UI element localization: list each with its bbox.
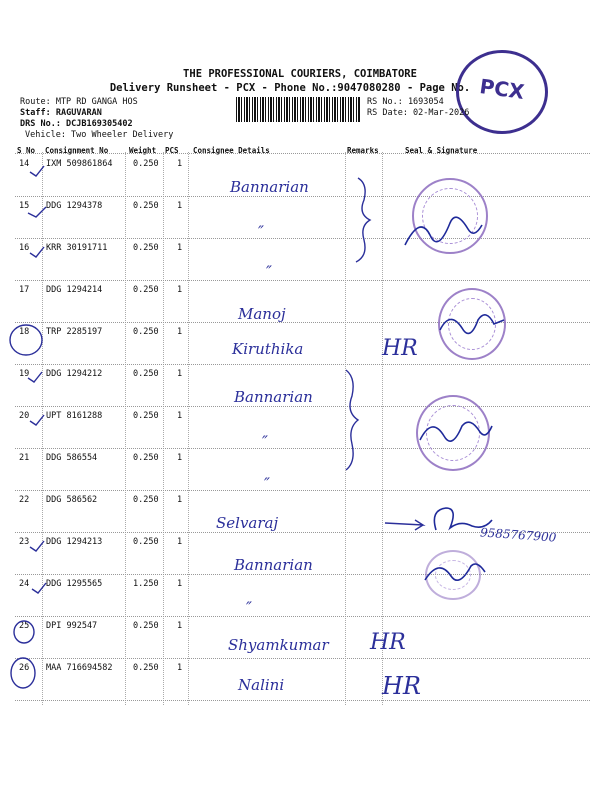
pcs-cell: 1 xyxy=(177,621,183,631)
table-row xyxy=(0,659,600,701)
seal-stamp xyxy=(412,178,488,254)
pcs-cell: 1 xyxy=(177,327,183,337)
sno-cell: 24 xyxy=(19,579,30,589)
consignment-cell: MAA 716694582 xyxy=(46,663,113,673)
consignment-cell: DDG 1294212 xyxy=(46,369,103,379)
sno-cell: 16 xyxy=(19,243,30,253)
ditto-mark: ″ xyxy=(258,222,264,241)
pcs-cell: 1 xyxy=(177,243,183,253)
ditto-mark: ″ xyxy=(262,432,268,451)
weight-cell: 0.250 xyxy=(133,159,159,169)
col-pcs: PCS xyxy=(165,146,179,155)
seal-stamp xyxy=(425,550,481,600)
pcx-logo-text: PCX xyxy=(478,74,526,104)
consignment-cell: TRP 2285197 xyxy=(46,327,103,337)
consignment-cell: DDG 1295565 xyxy=(46,579,103,589)
phone-handwriting: 9585767900 xyxy=(479,525,557,545)
consignment-cell: DDG 1294214 xyxy=(46,285,103,295)
ditto-mark: ″ xyxy=(266,262,272,281)
table-row xyxy=(0,281,600,323)
consignee-handwriting: Selvaraj xyxy=(216,514,279,532)
remarks-handwriting: HR xyxy=(370,630,406,655)
company-title: THE PROFESSIONAL COURIERS, COIMBATORE xyxy=(183,68,417,80)
consignment-cell: UPT 8161288 xyxy=(46,411,103,421)
staff-name: RAGUVARAN xyxy=(55,108,102,118)
sno-cell: 25 xyxy=(19,621,30,631)
pcs-cell: 1 xyxy=(177,453,183,463)
consignee-handwriting: Nalini xyxy=(238,676,285,694)
rs-date: RS Date: 02-Mar-2026 xyxy=(367,108,470,118)
weight-cell: 0.250 xyxy=(133,495,159,505)
sno-cell: 23 xyxy=(19,537,30,547)
row-divider xyxy=(15,700,590,701)
ditto-mark: ″ xyxy=(264,474,270,493)
col-consignee: Consignee Details xyxy=(193,146,270,155)
remarks-handwriting: HR xyxy=(382,672,421,700)
col-weight: Weight xyxy=(129,146,157,155)
consignment-cell: IXM 509861864 xyxy=(46,159,113,169)
staff-line xyxy=(20,108,102,118)
sno-cell: 26 xyxy=(19,663,30,673)
pcs-cell: 1 xyxy=(177,369,183,379)
pcs-cell: 1 xyxy=(177,579,183,589)
consignee-handwriting: Bannarian xyxy=(230,178,309,196)
sno-cell: 15 xyxy=(19,201,30,211)
pcs-cell: 1 xyxy=(177,159,183,169)
rs-number: RS No.: 1693054 xyxy=(367,97,444,107)
col-seal-signature: Seal & Signature xyxy=(405,146,478,155)
consignment-cell: DPI 992547 xyxy=(46,621,98,631)
staff-label: Staff: xyxy=(20,108,51,118)
pcs-cell: 1 xyxy=(177,201,183,211)
consignment-cell: DDG 586562 xyxy=(46,495,98,505)
weight-cell: 0.250 xyxy=(133,663,159,673)
sno-cell: 17 xyxy=(19,285,30,295)
weight-cell: 0.250 xyxy=(133,243,159,253)
sno-cell: 18 xyxy=(19,327,30,337)
runsheet-subtitle: Delivery Runsheet - PCX - Phone No.:9047080280 - Page No. xyxy=(109,82,471,94)
weight-cell: 1.250 xyxy=(133,579,159,589)
weight-cell: 0.250 xyxy=(133,369,159,379)
table-row xyxy=(0,449,600,491)
sno-cell: 20 xyxy=(19,411,30,421)
consignee-handwriting: Kiruthika xyxy=(232,340,304,358)
consignee-handwriting: Manoj xyxy=(238,305,286,323)
consignment-cell: DDG 1294378 xyxy=(46,201,103,211)
table-row xyxy=(0,239,600,281)
table-row xyxy=(0,575,600,617)
pcx-logo-stamp xyxy=(456,50,548,134)
weight-cell: 0.250 xyxy=(133,621,159,631)
vehicle-text: Vehicle: Two Wheeler Delivery xyxy=(25,130,174,140)
sno-cell: 19 xyxy=(19,369,30,379)
col-remarks: Remarks xyxy=(347,146,379,155)
consignment-cell: DDG 586554 xyxy=(46,453,98,463)
consignment-cell: DDG 1294213 xyxy=(46,537,103,547)
seal-stamp xyxy=(438,288,506,360)
drs-number: DRS No.: DCJB169305402 xyxy=(20,119,133,129)
consignee-handwriting: Bannarian xyxy=(234,556,313,574)
pcs-cell: 1 xyxy=(177,537,183,547)
pcs-cell: 1 xyxy=(177,495,183,505)
pcs-cell: 1 xyxy=(177,285,183,295)
seal-stamp xyxy=(416,395,490,471)
weight-cell: 0.250 xyxy=(133,327,159,337)
sno-cell: 22 xyxy=(19,495,30,505)
barcode xyxy=(236,97,361,122)
consignee-handwriting: Bannarian xyxy=(234,388,313,406)
remarks-handwriting: HR xyxy=(382,336,418,361)
pcs-cell: 1 xyxy=(177,411,183,421)
weight-cell: 0.250 xyxy=(133,411,159,421)
weight-cell: 0.250 xyxy=(133,285,159,295)
table-row xyxy=(0,197,600,239)
pcs-cell: 1 xyxy=(177,663,183,673)
table-row xyxy=(0,407,600,449)
sno-cell: 21 xyxy=(19,453,30,463)
weight-cell: 0.250 xyxy=(133,201,159,211)
header-divider xyxy=(15,153,590,154)
ditto-mark: ″ xyxy=(246,598,252,617)
consignee-handwriting: Shyamkumar xyxy=(228,636,329,654)
sno-cell: 14 xyxy=(19,159,30,169)
col-sno: S No xyxy=(17,146,36,155)
consignment-cell: KRR 30191711 xyxy=(46,243,108,253)
weight-cell: 0.250 xyxy=(133,453,159,463)
weight-cell: 0.250 xyxy=(133,537,159,547)
route-text: Route: MTP RD GANGA HOS xyxy=(20,97,138,107)
col-consignment: Consignment No xyxy=(45,146,109,155)
